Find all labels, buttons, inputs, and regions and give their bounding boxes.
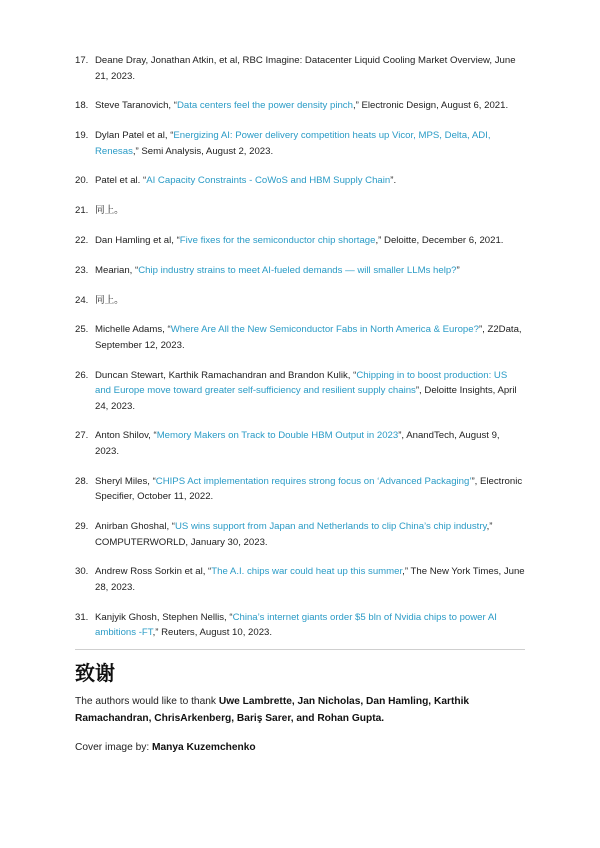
reference-item — [75, 293, 525, 309]
reference-number: 25. — [75, 324, 89, 336]
reference-link[interactable]: Energizing AI: Power delivery competition heats up Vicor, MPS, Delta, ADI, Renesas — [95, 130, 491, 157]
reference-item — [75, 474, 525, 505]
section-divider — [75, 649, 525, 650]
reference-number: 27. — [75, 430, 89, 442]
reference-segment: Andrew Ross Sorkin et al, “ — [95, 566, 212, 578]
acknowledgements-text — [75, 694, 525, 727]
reference-number: 23. — [75, 264, 89, 276]
reference-segment: ”, AnandTech, August 9, 2023. — [95, 430, 500, 457]
reference-link[interactable]: US wins support from Japan and Netherlands to clip China’s chip industry — [175, 521, 487, 533]
reference-segment: Dan Hamling et al, “ — [95, 234, 180, 246]
reference-item — [75, 203, 525, 219]
reference-segment: ,” Semi Analysis, August 2, 2023. — [132, 145, 274, 157]
reference-segment: Dylan Patel et al, “ — [95, 130, 174, 142]
reference-text — [95, 53, 525, 84]
reference-segment: ,” Deloitte, December 6, 2021. — [375, 234, 504, 246]
reference-segment: ,” Electronic Design, August 6, 2021. — [352, 100, 509, 112]
reference-item — [75, 322, 525, 353]
acknowledgements-heading: 致谢 — [75, 663, 115, 685]
acknowledgements-intro: The authors would like to thank — [75, 696, 219, 707]
reference-text — [95, 564, 525, 595]
reference-link[interactable]: Chip industry strains to meet AI-fueled demands — will smaller LLMs help? — [138, 264, 457, 276]
reference-segment: Sheryl Miles, “ — [95, 475, 156, 487]
reference-segment: Steve Taranovich, “ — [95, 100, 177, 112]
reference-text — [95, 428, 525, 459]
reference-item — [75, 128, 525, 159]
reference-segment: ”, Deloitte Insights, April 24, 2023. — [95, 385, 517, 412]
reference-link[interactable]: Memory Makers on Track to Double HBM Output in 2023 — [156, 430, 399, 442]
reference-text — [95, 128, 525, 159]
reference-segment: ,” COMPUTERWORLD, January 30, 2023. — [95, 521, 493, 548]
reference-segment: Kanjyik Ghosh, Stephen Nellis, “ — [95, 611, 233, 623]
reference-segment: 同上。 — [95, 205, 124, 217]
reference-item — [75, 368, 525, 415]
reference-segment: ”. — [390, 175, 397, 187]
reference-item — [75, 53, 525, 84]
reference-number: 18. — [75, 100, 89, 112]
cover-credit-label: Cover image by: — [75, 742, 153, 753]
reference-segment: ,” Reuters, August 10, 2023. — [152, 627, 273, 639]
cover-credit — [75, 740, 256, 756]
reference-number: 31. — [75, 611, 89, 623]
reference-link[interactable]: Five fixes for the semiconductor chip shortage — [179, 234, 376, 246]
reference-text — [95, 203, 525, 219]
reference-text — [95, 610, 525, 641]
reference-text — [95, 233, 525, 249]
reference-text — [95, 519, 525, 550]
reference-number: 19. — [75, 130, 89, 142]
reference-segment: ” — [456, 264, 460, 276]
reference-number: 28. — [75, 475, 89, 487]
reference-text — [95, 98, 525, 114]
reference-link[interactable]: The A.I. chips war could heat up this summer — [211, 566, 403, 578]
reference-segment: Anirban Ghoshal, “ — [95, 521, 175, 533]
reference-item — [75, 233, 525, 249]
reference-text — [95, 368, 525, 415]
reference-item — [75, 98, 525, 114]
reference-item — [75, 610, 525, 641]
cover-credit-name: Manya Kuzemchenko — [152, 742, 256, 753]
reference-link[interactable]: Where Are All the New Semiconductor Fabs in North America & Europe? — [170, 324, 479, 336]
reference-item — [75, 564, 525, 595]
reference-text — [95, 322, 525, 353]
reference-segment: Deane Dray, Jonathan Atkin, et al, RBC Imagine: Datacenter Liquid Cooling Market Overview, June 21, 2023. — [95, 55, 516, 82]
reference-segment: Patel et al. “ — [95, 175, 147, 187]
reference-link[interactable]: CHIPS Act implementation requires strong focus on ‘Advanced Packaging’ — [155, 475, 472, 487]
reference-segment: Anton Shilov, “ — [95, 430, 157, 442]
reference-number: 21. — [75, 205, 89, 217]
reference-text — [95, 263, 525, 279]
reference-item — [75, 263, 525, 279]
reference-segment: 同上。 — [95, 294, 124, 306]
reference-number: 17. — [75, 55, 89, 66]
reference-number: 24. — [75, 294, 89, 306]
reference-number: 26. — [75, 369, 89, 381]
reference-item — [75, 519, 525, 550]
reference-segment: ”, Electronic Specifier, October 11, 2022. — [95, 475, 523, 503]
reference-list — [75, 53, 525, 655]
reference-link[interactable]: China’s internet giants order $5 bln of Nvidia chips to power AI ambitions -FT — [95, 611, 497, 639]
reference-text — [95, 474, 525, 505]
reference-link[interactable]: Chipping in to boost production: US and Europe move toward greater self-sufficiency and resilient supply chains — [95, 369, 508, 397]
reference-link[interactable]: Data centers feel the power density pinch — [176, 100, 353, 112]
reference-segment: Duncan Stewart, Karthik Ramachandran and Brandon Kulik, “ — [95, 369, 357, 381]
acknowledgements-names: Uwe Lambrette, Jan Nicholas, Dan Hamling, Karthik Ramachandran, ChrisArkenberg, Bariş Sarer, and Rohan Gupta. — [75, 696, 470, 724]
reference-item — [75, 428, 525, 459]
reference-text — [95, 173, 525, 189]
reference-number: 29. — [75, 521, 89, 533]
reference-segment: ”, Z2Data, September 12, 2023. — [95, 324, 522, 351]
reference-segment: Michelle Adams, “ — [95, 324, 171, 336]
reference-number: 22. — [75, 234, 89, 246]
reference-number: 30. — [75, 566, 89, 578]
reference-segment: ,” The New York Times, June 28, 2023. — [95, 566, 525, 593]
reference-segment: Mearian, “ — [95, 264, 139, 276]
reference-text — [95, 293, 525, 309]
reference-number: 20. — [75, 175, 89, 187]
reference-link[interactable]: AI Capacity Constraints - CoWoS and HBM Supply Chain — [146, 175, 391, 187]
reference-item — [75, 173, 525, 189]
